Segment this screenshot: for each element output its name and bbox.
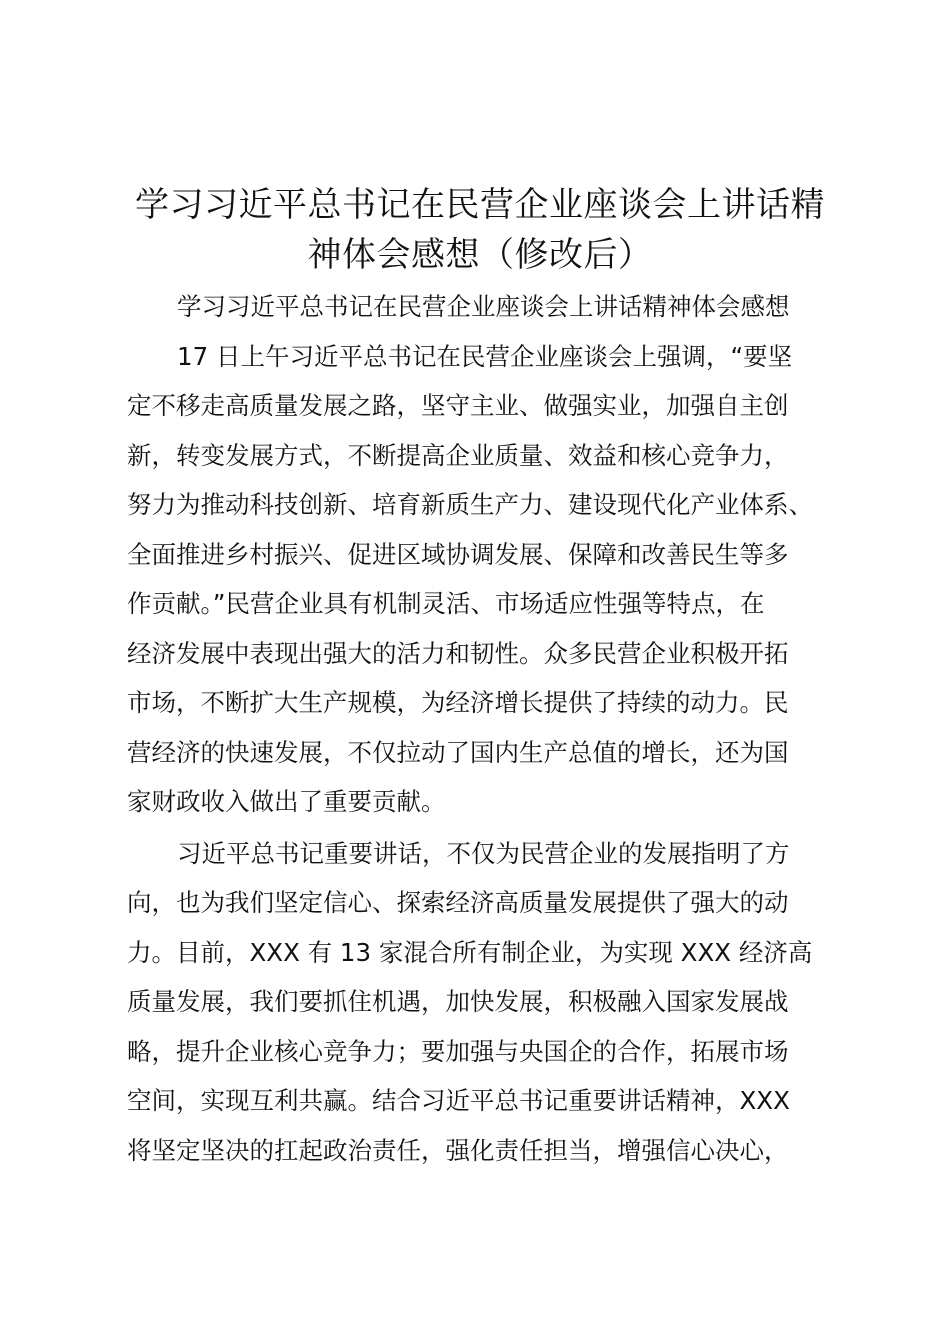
- paragraph-line: 家财政收入做出了重要贡献。: [127, 787, 446, 816]
- paragraph-line: 习近平总书记重要讲话，不仅为民营企业的发展指明了方: [177, 838, 790, 868]
- title-line-2: 神体会感想（修改后）: [307, 235, 653, 275]
- paragraph-line: 略，提升企业核心竞争力；要加强与央国企的合作，拓展市场: [127, 1036, 789, 1066]
- paragraph-line: 力。目前，XXX 有 13 家混合所有制企业，为实现 XXX 经济高: [127, 937, 813, 967]
- document-body: [127, 282, 837, 1175]
- paragraph-line: 作贡献。”民营企业具有机制灵活、市场适应性强等特点，在: [127, 589, 765, 618]
- paragraph-2: [127, 829, 837, 1176]
- paragraph-line: 新，转变发展方式，不断提高企业质量、效益和核心竞争力，: [127, 440, 789, 470]
- paragraph-line: 向，也为我们坚定信心、探索经济高质量发展提供了强大的动: [127, 888, 789, 917]
- paragraph-line: 空间，实现互利共赢。结合习近平总书记重要讲话精神，XXX: [127, 1086, 790, 1115]
- title-line-1: 学习习近平总书记在民营企业座谈会上讲话精: [135, 185, 825, 225]
- paragraph-line: 17 日上午习近平总书记在民营企业座谈会上强调，“要坚: [177, 341, 793, 371]
- paragraph-line: 将坚定坚决的扛起政治责任，强化责任担当，增强信心决心，: [127, 1135, 789, 1165]
- document-title: [100, 180, 860, 280]
- paragraph-line: 定不移走高质量发展之路，坚守主业、做强实业，加强自主创: [127, 391, 789, 420]
- paragraph-line: 质量发展，我们要抓住机遇，加快发展，积极融入国家发展战: [127, 987, 789, 1016]
- paragraph-line: 全面推进乡村振兴、促进区域协调发展、保障和改善民生等多: [127, 539, 789, 569]
- document-subtitle: 学习习近平总书记在民营企业座谈会上讲话精神体会感想: [177, 292, 790, 321]
- paragraph-line: 营经济的快速发展，不仅拉动了国内生产总值的增长，还为国: [127, 737, 789, 767]
- paragraph-1: [127, 332, 837, 827]
- paragraph-line: 市场，不断扩大生产规模，为经济增长提供了持续的动力。民: [127, 688, 789, 717]
- paragraph-line: 经济发展中表现出强大的活力和韧性。众多民营企业积极开拓: [127, 638, 789, 668]
- paragraph-line: 努力为推动科技创新、培育新质生产力、建设现代化产业体系、: [127, 490, 813, 519]
